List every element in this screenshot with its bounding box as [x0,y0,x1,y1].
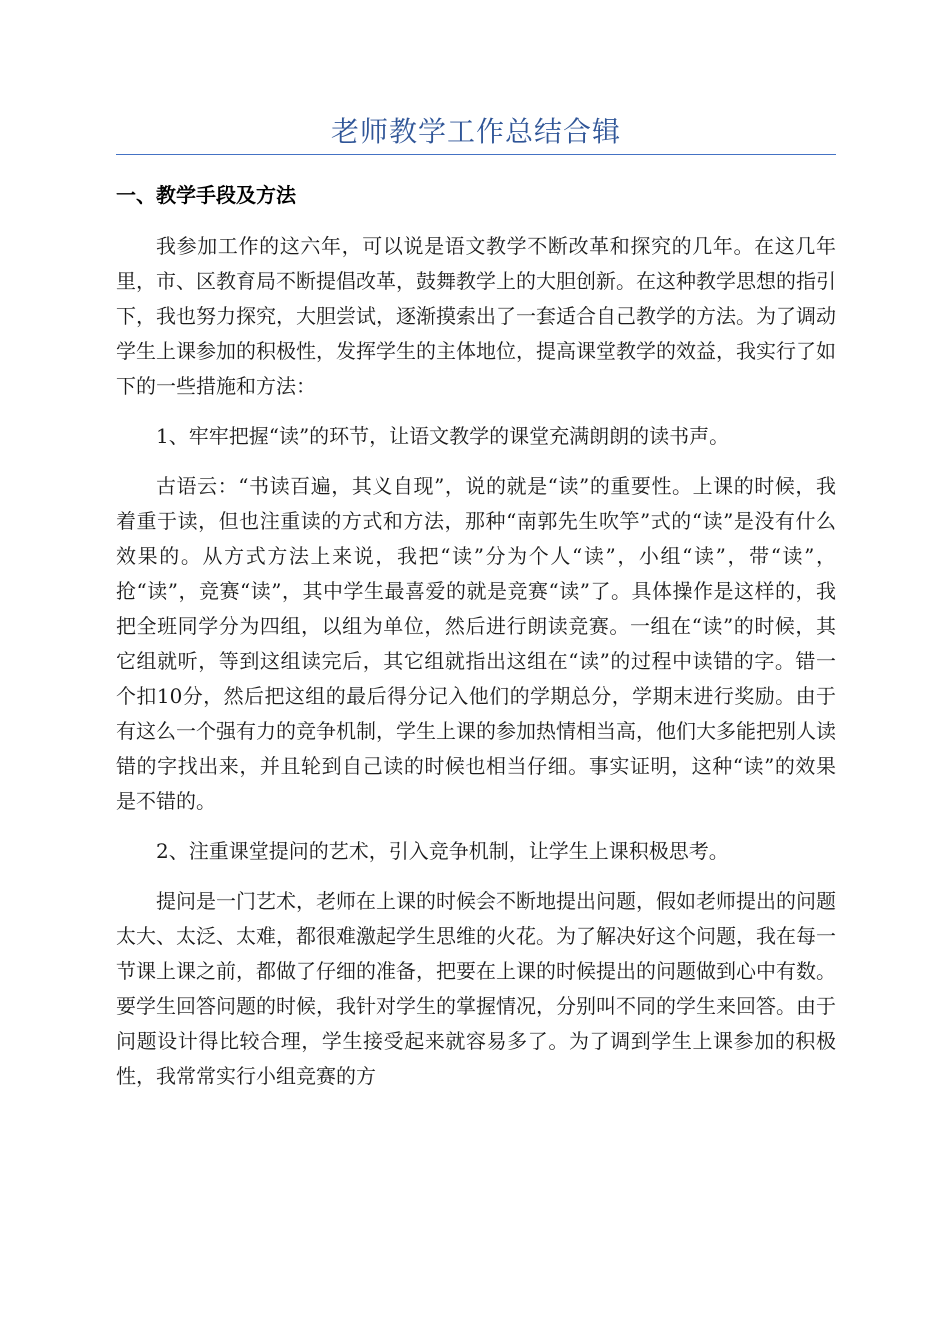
paragraph-questioning-detail: 提问是一门艺术，老师在上课的时候会不断地提出问题，假如老师提出的问题太大、太泛、太难，都很难激起学生思维的火花。为了解决好这个问题，我在每一节课上课之前，都做了仔细的准备，把要在上课的时候提出的问题做到心中有数。要学生回答问题的时候，我针对学生的掌握情况，分别叫不同的学生来回答。由于问题设计得比较合理，学生接受起来就容易多了。为了调到学生上课参加的积极性，我常常实行小组竞赛的方 [116,889,836,1088]
paragraph-point-2: 2、注重课堂提问的艺术，引入竞争机制，让学生上课积极思考。 [156,839,729,863]
document-body [116,229,836,1109]
paragraph-reading-detail: 古语云：“书读百遍，其义自现”，说的就是“读”的重要性。上课的时候，我着重于读，但也注重读的方式和方法，那种“南郭先生吹竽”式的“读”是没有什么效果的。从方式方法上来说，我把“读”分为个人“读”，小组“读”，带“读”，抢“读”，竞赛“读”，其中学生最喜爱的就是竞赛“读”了。具体操作是这样的，我把全班同学分为四组，以组为单位，然后进行朗读竞赛。一组在“读”的时候，其它组就听，等到这组读完后，其它组就指出这组在“读”的过程中读错的字。错一个扣10分，然后把这组的最后得分记入他们的学期总分，学期末进行奖励。由于有这么一个强有力的竞争机制，学生上课的参加热情相当高，他们大多能把别人读错的字找出来，并且轮到自己读的时候也相当仔细。事实证明，这种“读”的效果是不错的。 [116,474,836,813]
paragraph-intro: 我参加工作的这六年，可以说是语文教学不断改革和探究的几年。在这几年里，市、区教育局不断提倡改革，鼓舞教学上的大胆创新。在这种教学思想的指引下，我也努力探究，大胆尝试，逐渐摸索出了一套适合自己教学的方法。为了调动学生上课参加的积极性，发挥学生的主体地位，提高课堂教学的效益，我实行了如下的一些措施和方法： [116,234,836,398]
document-title: 老师教学工作总结合辑 [330,115,621,148]
title-underline [116,154,836,155]
paragraph-point-1: 1、牢牢把握“读”的环节，让语文教学的课堂充满朗朗的读书声。 [156,424,730,448]
section-heading: 一、教学手段及方法 [116,183,296,207]
